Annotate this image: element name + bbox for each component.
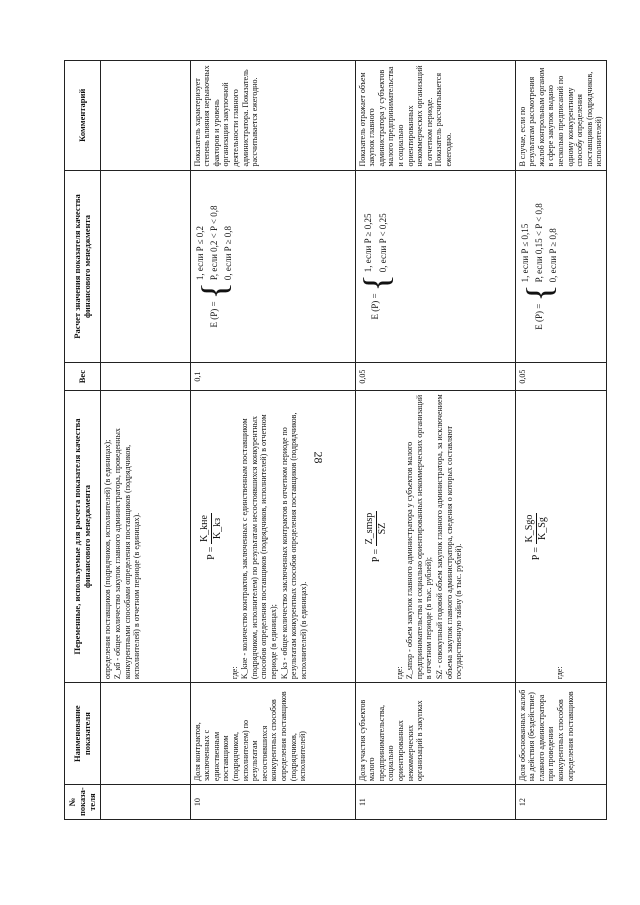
row10-calc: E (P) = { 1, если P ≤ 0,2 P, если 0,2 < P < 0,8 0, если P ≥ 0,8 (190, 170, 355, 363)
row12-num: 12 (515, 785, 606, 820)
row10-name: Доля контрактов, заключенных с единственным поставщиком (подрядчиком, исполнителем) по результатам несостоявшихся конкурентных способов определения поставщиков (подрядчиков, исполнителей) (190, 683, 355, 785)
row10-comment: Показатель характеризует степень влияния нерыночных факторов и уровень организации закупочной деятельности главного администратора. Показатель рассчитывается ежегодно. (190, 61, 355, 171)
row11-formula: P = Z_smsp SZ (363, 512, 388, 563)
row11-num: 11 (355, 785, 515, 820)
page-number: 28 (311, 451, 326, 464)
header-weight: Вес (65, 363, 101, 390)
header-name: Наименование показателя (65, 683, 101, 785)
row10-formula: P = K_kне K_kз (198, 515, 223, 560)
indicators-table (64, 60, 607, 820)
header-vars: Переменные, используемые для расчета показателя качества финансового менеджмента (65, 390, 101, 682)
table-row-12 (515, 61, 606, 820)
row12-name: Доля обоснованных жалоб на действия (бездействие) главного администратора при проведении конкурентных способов определения поставщиков (515, 683, 606, 785)
header-calc: Расчет значения показателя качества финансового менеджмента (65, 170, 101, 363)
row11-calc: E (P) = { 1, если P ≥ 0,25 0, если P < 0,25 (355, 170, 515, 363)
row10-num: 10 (190, 785, 355, 820)
header-num: № показа-теля (65, 785, 101, 820)
row11-comment: Показатель отражает объем закупок главного администратора у субъектов малого предпринимательства и социально ориентированных некоммерческих организаций в отчетном периоде. Показатель рассчитывается ежегодно. (355, 61, 515, 171)
table-header-row (65, 61, 101, 820)
table-row-10 (190, 61, 355, 820)
row11-name: Доля участия субъектов малого предпринимательства, социально ориентированных некоммерческих организаций в закупках (355, 683, 515, 785)
header-comment: Комментарий (65, 61, 101, 171)
row10-vars: P = K_kне K_kз где: K_kне - количество контрактов, заключенных с единственным поставщиком (подрядчиком, исполнителем) по результатам несостоявшихся конкурентных способов определения поставщиков (подрядчиков, исполнителей) в отчетном периоде (в единицах); K_kз - общее количество заключенных контрактов в отчетном периоде по результатам конкурентных способов определения поставщиков (подрядчиков, исполнителей) (в единицах). (190, 390, 355, 682)
row10-weight: 0,1 (190, 363, 355, 390)
row12-calc: E (P) = { 1, если P ≤ 0,15 P, если 0,15 < P < 0,8 0, если P ≥ 0,8 (515, 170, 606, 363)
row12-formula: P = K_Sgo K_Sg (523, 514, 548, 561)
table-row-continuation (100, 61, 190, 820)
row12-weight: 0,05 (515, 363, 606, 390)
continuation-vars: определения поставщиков (подрядчиков, исполнителей) (в единицах); Z_кб - общее количество закупок главного администратора, проведенных конкурентными способами определения поставщиков (подрядчиков, исполнителей) в отчетном периоде (в единицах). (100, 390, 190, 682)
row11-weight: 0,05 (355, 363, 515, 390)
table-row-11 (355, 61, 515, 820)
row12-comment: В случае, если по результатам рассмотрения жалоб контрольным органом в сфере закупок выдано несколько предписаний по одному конкурентному способу определения поставщиков (подрядчиков, исполнителей) (515, 61, 606, 171)
row11-vars: P = Z_smsp SZ где: Z_smsp - объем закупок главного администратора у субъектов малого предпринимательства и социально ориентированных некоммерческих организаций в отчетном периоде (в тыс. рублей); SZ - совокупный годовой объем закупок главного администратора, за исключением объема закупок главного администратора, сведения о которых составляют государственную тайну (в тыс. рублей). (355, 390, 515, 682)
row12-vars: P = K_Sgo K_Sg где: (515, 390, 606, 682)
